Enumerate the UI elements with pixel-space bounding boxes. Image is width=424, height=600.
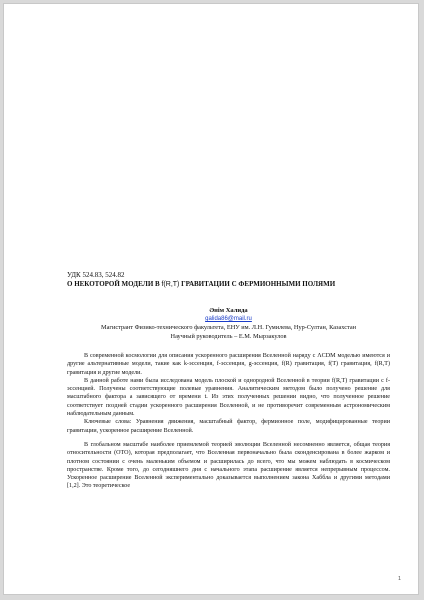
title-formula: f(R,T)	[161, 281, 180, 288]
body-text	[67, 441, 390, 491]
document-page	[3, 3, 419, 595]
abstract-paragraph-2: В данной работе нами была исследована модель плоской и однородной Вселенной в теории f(R,T) гравитации с f-эссенцией. Получены соответствующие полевые уравнения. Аналитическим методом было получено решение для масштабного фактора a зависящего от времени t. Из этих полученных решении видно, что полученное решение соответствует поздней стадии ускоренного расширения Вселенной, и не противоречит современным астрономическим наблюдательным данным.	[67, 377, 390, 418]
body-paragraph-1: В глобальном масштабе наиболее приемлемой теорией эволюции Вселенной несомненно является, общая теория относительности (ОТО), которая предполагает, что Вселенная первоначально была сконденсирована в более жарком и плотном состоянии с очень маленьким объемом и расширилась до всего, что мы можем наблюдать в космическом пространстве. Кроме того, до сегодняшнего дня с начального этапа расширение является непрерывным процессом. Ускоренное расширение Вселенной экспериментально доказывается выполнением закона Хаббла и другими методами [1,2]. Это теоретическое	[67, 441, 390, 490]
abstract-paragraph-1: В современной космологии для описания ускоренного расширения Вселенной наряду с ΛCDM моделью имеются и другие альтернативные модели, такие как k-эссенция, f-эссенция, g-эссенция, f(R) гравитация, f(T) гравитация, f(R,T) гравитация и другие модели.	[67, 353, 390, 376]
author-affiliation: Магистрант Физико-технического факультета, ЕНУ им. Л.Н. Гумилева, Нур-Султан, Казахстан	[100, 324, 357, 331]
author-email-link[interactable]: galida86@mail.ru	[205, 316, 252, 322]
keywords: Ключевые слова: Уравнения движения, масштабный фактор, фермионное поле, модифицированные теории гравитации, ускоренное расширение Вселенной.	[67, 419, 390, 434]
abstract	[67, 352, 390, 435]
scientific-supervisor: Научный руководитель – Е.М. Мырзакулов	[170, 333, 287, 340]
paper-content	[67, 271, 390, 491]
title-part-1: О НЕКОТОРОЙ МОДЕЛИ В	[67, 280, 162, 288]
paper-title	[67, 280, 390, 289]
page-number: 1	[397, 576, 401, 582]
title-part-2: ГРАВИТАЦИИ С ФЕРМИОННЫМИ ПОЛЯМИ	[179, 280, 336, 288]
author-name: Әнім Халида	[209, 307, 248, 314]
udc-code: УДК 524.83, 524.82	[67, 271, 125, 279]
